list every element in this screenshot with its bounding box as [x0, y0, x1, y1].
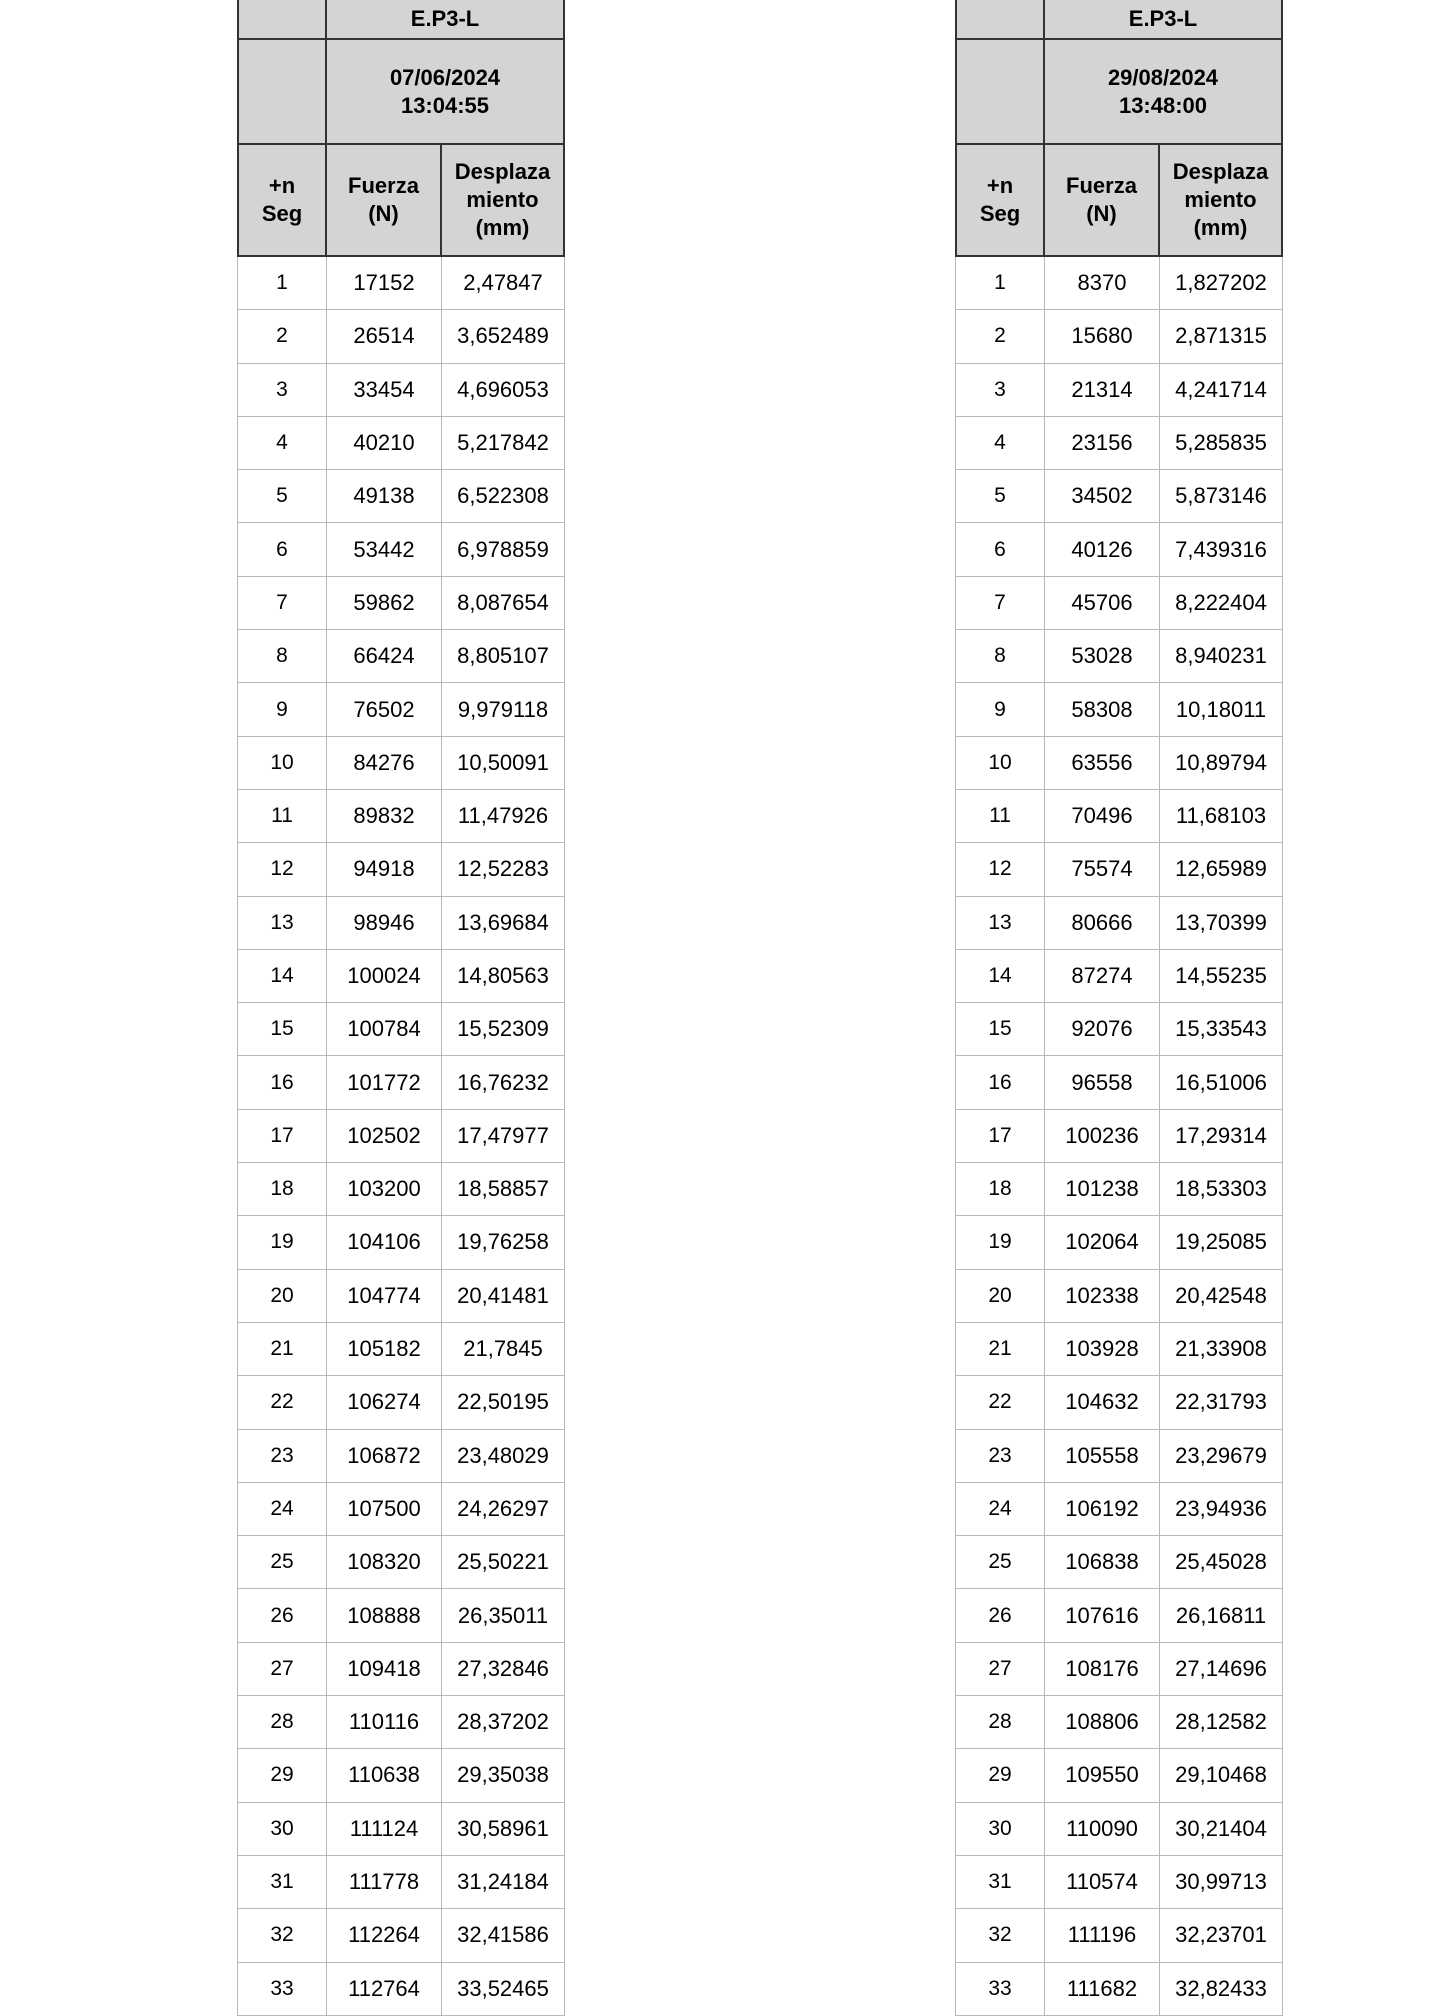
- seg-cell: 3: [237, 364, 327, 417]
- fuerza-cell: 104632: [1045, 1376, 1160, 1429]
- desplazamiento-cell: 25,50221: [442, 1536, 565, 1589]
- fuerza-cell: 108176: [1045, 1643, 1160, 1696]
- desplazamiento-cell: 12,52283: [442, 843, 565, 896]
- test-datetime-header: [1045, 40, 1283, 145]
- desplazamiento-cell: 32,41586: [442, 1909, 565, 1962]
- table-row: [237, 1163, 565, 1216]
- table-row: [237, 790, 565, 843]
- table-row: [237, 1216, 565, 1269]
- seg-cell: 10: [955, 737, 1045, 790]
- fuerza-cell: 98946: [327, 897, 442, 950]
- desplazamiento-cell: 7,439316: [1160, 523, 1283, 576]
- desplazamiento-cell: 13,70399: [1160, 897, 1283, 950]
- fuerza-cell: 75574: [1045, 843, 1160, 896]
- desplazamiento-cell: 16,76232: [442, 1056, 565, 1109]
- desplazamiento-cell: 19,76258: [442, 1216, 565, 1269]
- table-row: [955, 1589, 1283, 1642]
- seg-cell: 10: [237, 737, 327, 790]
- desplazamiento-cell: 32,82433: [1160, 1963, 1283, 2016]
- table-row: [955, 1749, 1283, 1802]
- table-row: [237, 257, 565, 310]
- seg-cell: 19: [955, 1216, 1045, 1269]
- fuerza-cell: 17152: [327, 257, 442, 310]
- table-row: [955, 1216, 1283, 1269]
- seg-cell: 1: [237, 257, 327, 310]
- table-row: [237, 310, 565, 363]
- desplazamiento-cell: 18,58857: [442, 1163, 565, 1216]
- desplazamiento-cell: 17,29314: [1160, 1110, 1283, 1163]
- desplazamiento-cell: 26,16811: [1160, 1589, 1283, 1642]
- desplazamiento-cell: 30,99713: [1160, 1856, 1283, 1909]
- seg-cell: 25: [955, 1536, 1045, 1589]
- seg-cell: 4: [237, 417, 327, 470]
- fuerza-cell: 107616: [1045, 1589, 1160, 1642]
- column-header-seg: +n Seg: [237, 145, 327, 257]
- table-row: [955, 1696, 1283, 1749]
- desplazamiento-cell: 25,45028: [1160, 1536, 1283, 1589]
- seg-cell: 18: [237, 1163, 327, 1216]
- fuerza-cell: 104774: [327, 1270, 442, 1323]
- column-header-fuerza: Fuerza (N): [327, 145, 442, 257]
- fuerza-cell: 58308: [1045, 683, 1160, 736]
- test-datetime-header: [327, 40, 565, 145]
- fuerza-cell: 111196: [1045, 1909, 1160, 1962]
- fuerza-cell: 59862: [327, 577, 442, 630]
- seg-cell: 17: [237, 1110, 327, 1163]
- table-row: [955, 1963, 1283, 2016]
- seg-cell: 15: [237, 1003, 327, 1056]
- table-row: [237, 1589, 565, 1642]
- desplazamiento-cell: 28,12582: [1160, 1696, 1283, 1749]
- fuerza-cell: 110090: [1045, 1803, 1160, 1856]
- table-row: [237, 1696, 565, 1749]
- table-row: [955, 1110, 1283, 1163]
- table-row: [955, 737, 1283, 790]
- desplazamiento-cell: 8,087654: [442, 577, 565, 630]
- desplazamiento-cell: 8,222404: [1160, 577, 1283, 630]
- fuerza-cell: 23156: [1045, 417, 1160, 470]
- table-row: [955, 630, 1283, 683]
- table-row: [237, 1323, 565, 1376]
- desplazamiento-cell: 27,32846: [442, 1643, 565, 1696]
- seg-cell: 24: [955, 1483, 1045, 1536]
- seg-cell: 28: [955, 1696, 1045, 1749]
- fuerza-cell: 106872: [327, 1430, 442, 1483]
- seg-cell: 7: [955, 577, 1045, 630]
- table-row: [955, 470, 1283, 523]
- header-blank-cell: [955, 0, 1045, 40]
- table-row: [237, 1110, 565, 1163]
- fuerza-cell: 111124: [327, 1803, 442, 1856]
- desplazamiento-cell: 10,89794: [1160, 737, 1283, 790]
- specimen-id-header: E.P3-L: [1045, 0, 1283, 40]
- seg-cell: 22: [237, 1376, 327, 1429]
- desplazamiento-cell: 15,33543: [1160, 1003, 1283, 1056]
- desplazamiento-cell: 10,50091: [442, 737, 565, 790]
- desplazamiento-cell: 22,50195: [442, 1376, 565, 1429]
- seg-cell: 18: [955, 1163, 1045, 1216]
- desplazamiento-cell: 29,35038: [442, 1749, 565, 1802]
- desplazamiento-cell: 21,7845: [442, 1323, 565, 1376]
- test-table-left: [237, 0, 565, 2016]
- fuerza-cell: 109550: [1045, 1749, 1160, 1802]
- desplazamiento-cell: 26,35011: [442, 1589, 565, 1642]
- desplazamiento-cell: 12,65989: [1160, 843, 1283, 896]
- seg-cell: 25: [237, 1536, 327, 1589]
- table-row: [955, 364, 1283, 417]
- fuerza-cell: 49138: [327, 470, 442, 523]
- desplazamiento-cell: 13,69684: [442, 897, 565, 950]
- fuerza-cell: 92076: [1045, 1003, 1160, 1056]
- table-row: [237, 364, 565, 417]
- fuerza-cell: 108806: [1045, 1696, 1160, 1749]
- table-row: [237, 737, 565, 790]
- test-time: 13:48:00: [1118, 92, 1208, 118]
- desplazamiento-cell: 30,21404: [1160, 1803, 1283, 1856]
- fuerza-cell: 76502: [327, 683, 442, 736]
- desplazamiento-cell: 5,285835: [1160, 417, 1283, 470]
- column-header-fuerza: Fuerza (N): [1045, 145, 1160, 257]
- seg-cell: 24: [237, 1483, 327, 1536]
- desplazamiento-cell: 19,25085: [1160, 1216, 1283, 1269]
- fuerza-cell: 103200: [327, 1163, 442, 1216]
- table-row: [955, 523, 1283, 576]
- table-row: [237, 1430, 565, 1483]
- desplazamiento-cell: 18,53303: [1160, 1163, 1283, 1216]
- desplazamiento-cell: 32,23701: [1160, 1909, 1283, 1962]
- fuerza-cell: 15680: [1045, 310, 1160, 363]
- seg-cell: 26: [237, 1589, 327, 1642]
- table-row: [237, 1803, 565, 1856]
- fuerza-cell: 104106: [327, 1216, 442, 1269]
- desplazamiento-cell: 15,52309: [442, 1003, 565, 1056]
- fuerza-cell: 84276: [327, 737, 442, 790]
- desplazamiento-cell: 27,14696: [1160, 1643, 1283, 1696]
- seg-cell: 29: [955, 1749, 1045, 1802]
- fuerza-cell: 102502: [327, 1110, 442, 1163]
- desplazamiento-cell: 23,29679: [1160, 1430, 1283, 1483]
- table-row: [237, 417, 565, 470]
- desplazamiento-cell: 14,55235: [1160, 950, 1283, 1003]
- fuerza-cell: 107500: [327, 1483, 442, 1536]
- fuerza-cell: 87274: [1045, 950, 1160, 1003]
- fuerza-cell: 110116: [327, 1696, 442, 1749]
- test-date: 07/06/2024: [389, 64, 501, 90]
- desplazamiento-cell: 10,18011: [1160, 683, 1283, 736]
- table-row: [955, 683, 1283, 736]
- table-row: [237, 1056, 565, 1109]
- fuerza-cell: 106192: [1045, 1483, 1160, 1536]
- fuerza-cell: 63556: [1045, 737, 1160, 790]
- desplazamiento-cell: 23,48029: [442, 1430, 565, 1483]
- seg-cell: 21: [237, 1323, 327, 1376]
- table-row: [955, 1323, 1283, 1376]
- column-header-seg: +n Seg: [955, 145, 1045, 257]
- desplazamiento-cell: 5,873146: [1160, 470, 1283, 523]
- desplazamiento-cell: 1,827202: [1160, 257, 1283, 310]
- table-row: [955, 790, 1283, 843]
- test-date: 29/08/2024: [1107, 64, 1219, 90]
- table-row: [237, 470, 565, 523]
- desplazamiento-cell: 20,42548: [1160, 1270, 1283, 1323]
- desplazamiento-cell: 31,24184: [442, 1856, 565, 1909]
- table-row: [955, 1270, 1283, 1323]
- fuerza-cell: 100784: [327, 1003, 442, 1056]
- desplazamiento-cell: 9,979118: [442, 683, 565, 736]
- seg-cell: 31: [237, 1856, 327, 1909]
- column-header-desplazamiento: Desplaza miento (mm): [442, 145, 565, 257]
- seg-cell: 14: [955, 950, 1045, 1003]
- table-row: [237, 523, 565, 576]
- table-row: [237, 1856, 565, 1909]
- desplazamiento-cell: 8,940231: [1160, 630, 1283, 683]
- table-row: [237, 950, 565, 1003]
- desplazamiento-cell: 28,37202: [442, 1696, 565, 1749]
- desplazamiento-cell: 17,47977: [442, 1110, 565, 1163]
- seg-cell: 31: [955, 1856, 1045, 1909]
- seg-cell: 32: [955, 1909, 1045, 1962]
- table-row: [237, 843, 565, 896]
- desplazamiento-cell: 6,522308: [442, 470, 565, 523]
- table-row: [955, 1430, 1283, 1483]
- table-row: [237, 1909, 565, 1962]
- table-body: [955, 257, 1283, 2016]
- seg-cell: 30: [955, 1803, 1045, 1856]
- seg-cell: 28: [237, 1696, 327, 1749]
- desplazamiento-cell: 23,94936: [1160, 1483, 1283, 1536]
- table-row: [955, 577, 1283, 630]
- desplazamiento-cell: 5,217842: [442, 417, 565, 470]
- fuerza-cell: 110574: [1045, 1856, 1160, 1909]
- fuerza-cell: 110638: [327, 1749, 442, 1802]
- fuerza-cell: 89832: [327, 790, 442, 843]
- fuerza-cell: 21314: [1045, 364, 1160, 417]
- desplazamiento-cell: 4,696053: [442, 364, 565, 417]
- desplazamiento-cell: 6,978859: [442, 523, 565, 576]
- seg-cell: 23: [955, 1430, 1045, 1483]
- fuerza-cell: 66424: [327, 630, 442, 683]
- seg-cell: 23: [237, 1430, 327, 1483]
- fuerza-cell: 53442: [327, 523, 442, 576]
- seg-cell: 1: [955, 257, 1045, 310]
- table-row: [955, 1856, 1283, 1909]
- seg-cell: 33: [237, 1963, 327, 2016]
- desplazamiento-cell: 20,41481: [442, 1270, 565, 1323]
- table-row: [237, 1376, 565, 1429]
- seg-cell: 6: [955, 523, 1045, 576]
- fuerza-cell: 34502: [1045, 470, 1160, 523]
- table-row: [237, 683, 565, 736]
- fuerza-cell: 106274: [327, 1376, 442, 1429]
- fuerza-cell: 106838: [1045, 1536, 1160, 1589]
- fuerza-cell: 8370: [1045, 257, 1160, 310]
- seg-cell: 22: [955, 1376, 1045, 1429]
- table-row: [237, 1963, 565, 2016]
- seg-cell: 9: [237, 683, 327, 736]
- column-header-desplazamiento: Desplaza miento (mm): [1160, 145, 1283, 257]
- desplazamiento-cell: 22,31793: [1160, 1376, 1283, 1429]
- seg-cell: 8: [237, 630, 327, 683]
- fuerza-cell: 102064: [1045, 1216, 1160, 1269]
- seg-cell: 20: [955, 1270, 1045, 1323]
- header-blank-cell: [237, 0, 327, 40]
- seg-cell: 27: [237, 1643, 327, 1696]
- table-row: [955, 1803, 1283, 1856]
- fuerza-cell: 26514: [327, 310, 442, 363]
- seg-cell: 7: [237, 577, 327, 630]
- table-row: [237, 1536, 565, 1589]
- seg-cell: 17: [955, 1110, 1045, 1163]
- fuerza-cell: 102338: [1045, 1270, 1160, 1323]
- desplazamiento-cell: 24,26297: [442, 1483, 565, 1536]
- desplazamiento-cell: 2,47847: [442, 257, 565, 310]
- seg-cell: 13: [955, 897, 1045, 950]
- table-row: [237, 1270, 565, 1323]
- seg-cell: 9: [955, 683, 1045, 736]
- table-row: [237, 1003, 565, 1056]
- table-row: [955, 897, 1283, 950]
- table-row: [237, 897, 565, 950]
- seg-cell: 14: [237, 950, 327, 1003]
- seg-cell: 21: [955, 1323, 1045, 1376]
- seg-cell: 5: [955, 470, 1045, 523]
- header-blank-cell: [237, 40, 327, 145]
- fuerza-cell: 105558: [1045, 1430, 1160, 1483]
- fuerza-cell: 80666: [1045, 897, 1160, 950]
- seg-cell: 8: [955, 630, 1045, 683]
- seg-cell: 11: [237, 790, 327, 843]
- seg-cell: 33: [955, 1963, 1045, 2016]
- seg-cell: 16: [955, 1056, 1045, 1109]
- seg-cell: 27: [955, 1643, 1045, 1696]
- table-row: [955, 950, 1283, 1003]
- desplazamiento-cell: 2,871315: [1160, 310, 1283, 363]
- fuerza-cell: 45706: [1045, 577, 1160, 630]
- seg-cell: 3: [955, 364, 1045, 417]
- fuerza-cell: 33454: [327, 364, 442, 417]
- fuerza-cell: 111778: [327, 1856, 442, 1909]
- table-row: [955, 1483, 1283, 1536]
- table-row: [237, 630, 565, 683]
- seg-cell: 26: [955, 1589, 1045, 1642]
- desplazamiento-cell: 3,652489: [442, 310, 565, 363]
- test-time: 13:04:55: [400, 92, 490, 118]
- desplazamiento-cell: 11,68103: [1160, 790, 1283, 843]
- fuerza-cell: 112764: [327, 1963, 442, 2016]
- table-row: [955, 257, 1283, 310]
- fuerza-cell: 94918: [327, 843, 442, 896]
- seg-cell: 12: [955, 843, 1045, 896]
- table-row: [955, 1909, 1283, 1962]
- desplazamiento-cell: 16,51006: [1160, 1056, 1283, 1109]
- seg-cell: 32: [237, 1909, 327, 1962]
- seg-cell: 2: [955, 310, 1045, 363]
- fuerza-cell: 70496: [1045, 790, 1160, 843]
- table-body: [237, 257, 565, 2016]
- desplazamiento-cell: 33,52465: [442, 1963, 565, 2016]
- fuerza-cell: 101772: [327, 1056, 442, 1109]
- table-row: [955, 1056, 1283, 1109]
- seg-cell: 15: [955, 1003, 1045, 1056]
- table-row: [955, 1376, 1283, 1429]
- header-blank-cell: [955, 40, 1045, 145]
- fuerza-cell: 100024: [327, 950, 442, 1003]
- table-row: [237, 577, 565, 630]
- seg-cell: 30: [237, 1803, 327, 1856]
- table-row: [237, 1749, 565, 1802]
- desplazamiento-cell: 30,58961: [442, 1803, 565, 1856]
- table-row: [955, 843, 1283, 896]
- fuerza-cell: 108888: [327, 1589, 442, 1642]
- seg-cell: 11: [955, 790, 1045, 843]
- desplazamiento-cell: 11,47926: [442, 790, 565, 843]
- desplazamiento-cell: 8,805107: [442, 630, 565, 683]
- fuerza-cell: 105182: [327, 1323, 442, 1376]
- test-table-right: [955, 0, 1283, 2016]
- table-row: [955, 1536, 1283, 1589]
- fuerza-cell: 96558: [1045, 1056, 1160, 1109]
- seg-cell: 6: [237, 523, 327, 576]
- desplazamiento-cell: 14,80563: [442, 950, 565, 1003]
- desplazamiento-cell: 21,33908: [1160, 1323, 1283, 1376]
- desplazamiento-cell: 4,241714: [1160, 364, 1283, 417]
- desplazamiento-cell: 29,10468: [1160, 1749, 1283, 1802]
- table-row: [955, 1163, 1283, 1216]
- table-row: [237, 1643, 565, 1696]
- table-row: [237, 1483, 565, 1536]
- seg-cell: 16: [237, 1056, 327, 1109]
- seg-cell: 12: [237, 843, 327, 896]
- fuerza-cell: 53028: [1045, 630, 1160, 683]
- fuerza-cell: 109418: [327, 1643, 442, 1696]
- fuerza-cell: 40210: [327, 417, 442, 470]
- seg-cell: 4: [955, 417, 1045, 470]
- seg-cell: 29: [237, 1749, 327, 1802]
- table-row: [955, 417, 1283, 470]
- fuerza-cell: 103928: [1045, 1323, 1160, 1376]
- fuerza-cell: 40126: [1045, 523, 1160, 576]
- fuerza-cell: 100236: [1045, 1110, 1160, 1163]
- seg-cell: 20: [237, 1270, 327, 1323]
- seg-cell: 5: [237, 470, 327, 523]
- fuerza-cell: 108320: [327, 1536, 442, 1589]
- fuerza-cell: 111682: [1045, 1963, 1160, 2016]
- table-row: [955, 1003, 1283, 1056]
- seg-cell: 13: [237, 897, 327, 950]
- specimen-id-header: E.P3-L: [327, 0, 565, 40]
- fuerza-cell: 112264: [327, 1909, 442, 1962]
- fuerza-cell: 101238: [1045, 1163, 1160, 1216]
- seg-cell: 2: [237, 310, 327, 363]
- table-row: [955, 1643, 1283, 1696]
- seg-cell: 19: [237, 1216, 327, 1269]
- table-row: [955, 310, 1283, 363]
